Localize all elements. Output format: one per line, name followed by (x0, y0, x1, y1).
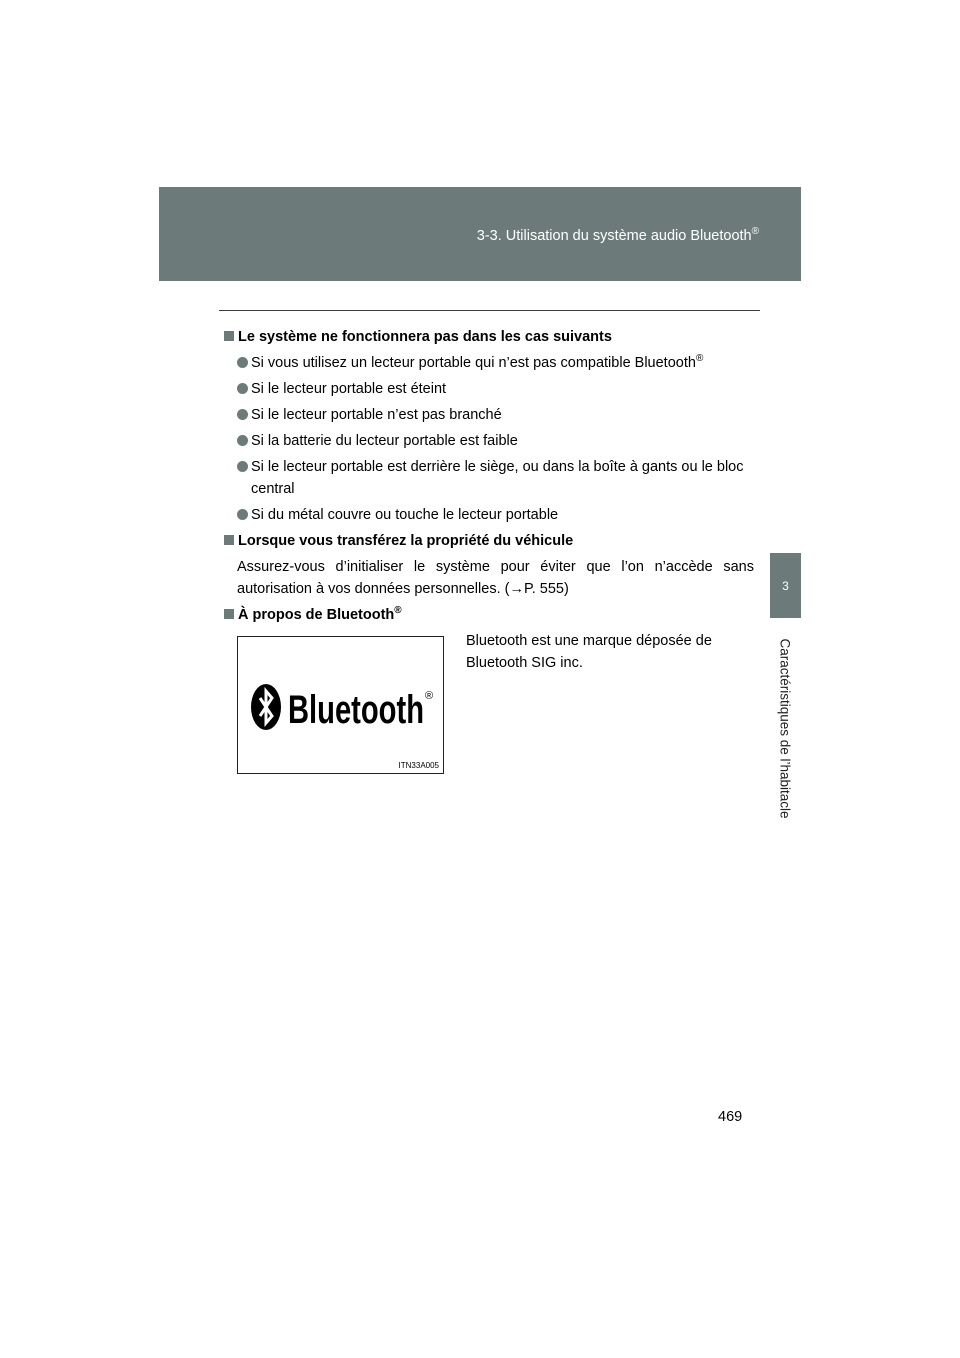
page-number: 469 (718, 1109, 743, 1125)
registered-mark: ® (425, 690, 434, 702)
bluetooth-logo (238, 637, 443, 773)
chapter-title: Caractéristiques de l’habitacle (777, 637, 793, 819)
list-item: Si le lecteur portable est éteint (224, 378, 754, 400)
header-band (159, 187, 801, 281)
chapter-tab (770, 553, 801, 618)
list-item: Si le lecteur portable n’est pas branché (224, 404, 754, 426)
round-bullet-icon (237, 435, 248, 446)
bluetooth-trademark-note: Bluetooth est une marque déposée de Bluetooth SIG inc. (466, 633, 712, 671)
bluetooth-logo-figure (237, 636, 444, 774)
list-item: Si le lecteur portable est derrière le siège, ou dans la boîte à gants ou le bloc central (224, 456, 754, 500)
figure-code: ITN33A005 (398, 761, 439, 770)
section-divider (219, 310, 760, 311)
round-bullet-icon (237, 383, 248, 394)
list-item: Si vous utilisez un lecteur portable qui n’est pas compatible Bluetooth® (224, 352, 754, 374)
list-item: Si du métal couvre ou touche le lecteur portable (224, 504, 754, 526)
section-heading-about-bluetooth: À propos de Bluetooth® (224, 604, 754, 626)
main-content (224, 326, 754, 626)
chapter-number: 3 (782, 578, 789, 593)
header-title: 3-3. Utilisation du système audio Bluetooth® (476, 226, 759, 244)
list-item: Si la batterie du lecteur portable est faible (224, 430, 754, 452)
square-bullet-icon (224, 535, 234, 545)
square-bullet-icon (224, 609, 234, 619)
round-bullet-icon (237, 409, 248, 420)
round-bullet-icon (237, 509, 248, 520)
bluetooth-wordmark: Bluetooth (288, 688, 424, 732)
section-heading-transfer: Lorsque vous transférez la propriété du véhicule (224, 530, 754, 552)
round-bullet-icon (237, 461, 248, 472)
transfer-paragraph: Assurez-vous d’initialiser le système pour éviter que l’on n’accède sans autorisation à vos données personnelles. (→P. 555) (237, 559, 754, 597)
section-heading-not-working: Le système ne fonctionnera pas dans les cas suivants (224, 326, 754, 348)
round-bullet-icon (237, 357, 248, 368)
square-bullet-icon (224, 331, 234, 341)
chapter-title-vertical (762, 630, 808, 826)
